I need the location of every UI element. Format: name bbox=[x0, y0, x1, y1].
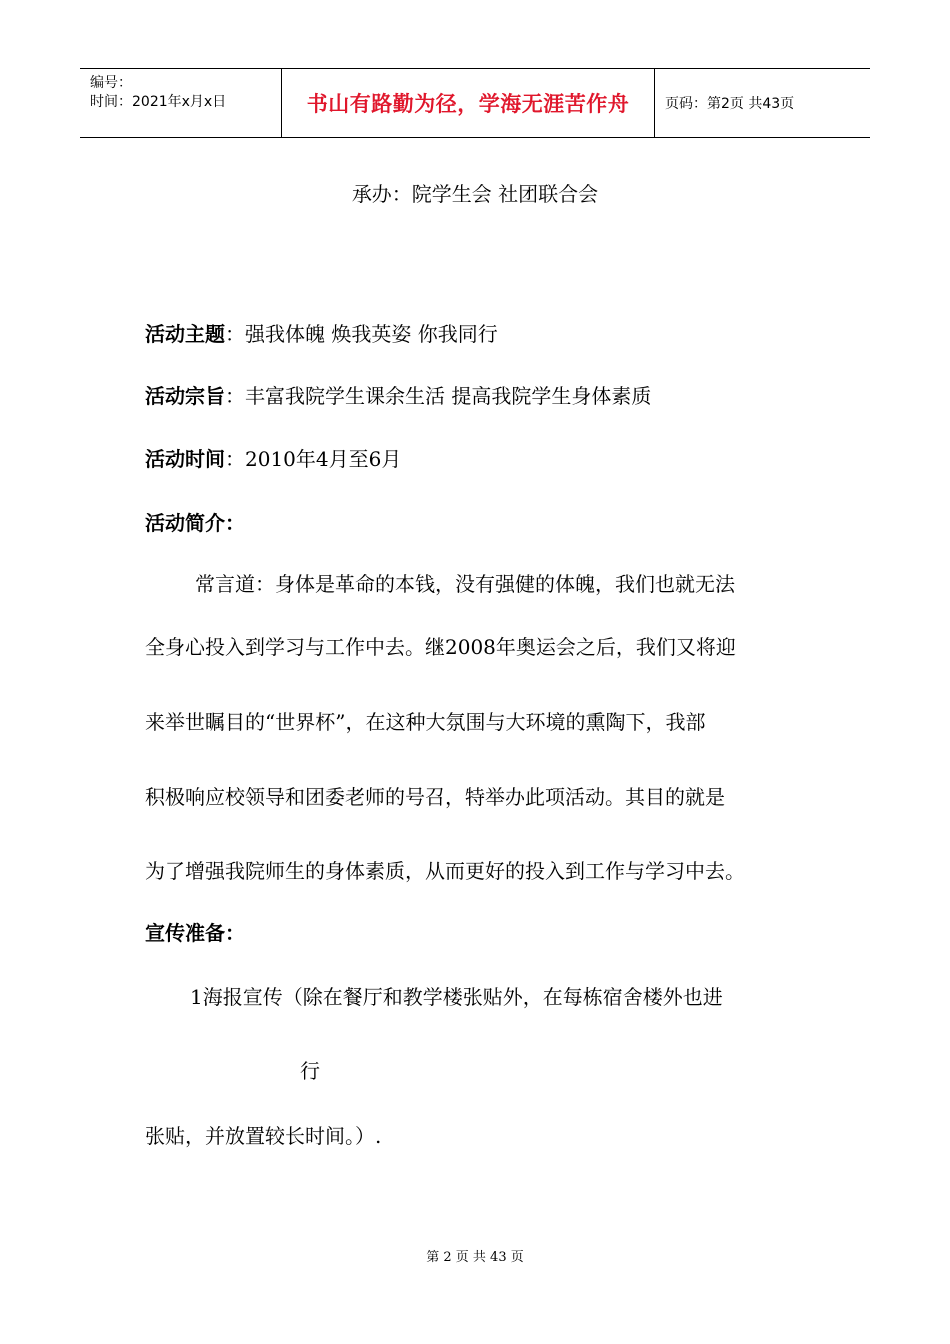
theme-line bbox=[145, 318, 498, 347]
theme-value: 强我体魄 焕我英姿 你我同行 bbox=[245, 322, 498, 346]
publicity-line: 1海报宣传（除在餐厅和教学楼张贴外，在每栋宿舍楼外也进 bbox=[190, 985, 723, 1009]
header-motto-cell bbox=[282, 69, 655, 137]
intro-paragraph-line: 常言道：身体是革命的本钱，没有强健的体魄，我们也就无法 bbox=[195, 572, 735, 596]
header-page-cell bbox=[655, 69, 870, 137]
page-info: 页码：第2页 共43页 bbox=[665, 96, 795, 112]
purpose-label: 活动宗旨 bbox=[145, 384, 225, 408]
theme-sep: ： bbox=[225, 322, 245, 346]
theme-label: 活动主题 bbox=[145, 322, 225, 346]
publicity-line: 张贴，并放置较长时间。）. bbox=[145, 1124, 382, 1148]
intro-paragraph-line: 全身心投入到学习与工作中去。继2008年奥运会之后，我们又将迎 bbox=[145, 635, 736, 659]
time-label-heading: 活动时间 bbox=[145, 447, 225, 471]
intro-paragraph-line: 来举世瞩目的“世界杯”，在这种大氛围与大环境的熏陶下，我部 bbox=[145, 710, 706, 734]
number-label: 编号： bbox=[90, 75, 132, 91]
intro-paragraph-line: 为了增强我院师生的身体素质，从而更好的投入到工作与学习中去。 bbox=[145, 859, 745, 883]
header-table bbox=[80, 68, 870, 138]
time-sep: ： bbox=[225, 447, 245, 471]
motto: 书山有路勤为径，学海无涯苦作舟 bbox=[306, 92, 630, 116]
purpose-line bbox=[145, 380, 651, 409]
time-label: 时间：2021年x月x日 bbox=[90, 94, 227, 110]
organizer: 承办：院学生会 社团联合会 bbox=[351, 182, 599, 206]
purpose-value: 丰富我院学生课余生活 提高我院学生身体素质 bbox=[245, 384, 652, 408]
time-value: 2010年4月至6月 bbox=[245, 447, 402, 471]
page-footer: 第 2 页 共 43 页 bbox=[426, 1250, 524, 1265]
header-info-cell bbox=[80, 69, 282, 137]
publicity-label: 宣传准备： bbox=[145, 921, 245, 945]
intro-paragraph-line: 积极响应校领导和团委老师的号召，特举办此项活动。其目的就是 bbox=[145, 785, 725, 809]
time-line bbox=[145, 443, 401, 472]
purpose-sep: ： bbox=[225, 384, 245, 408]
intro-label: 活动简介： bbox=[145, 511, 245, 535]
publicity-line: 行 bbox=[300, 1059, 320, 1083]
